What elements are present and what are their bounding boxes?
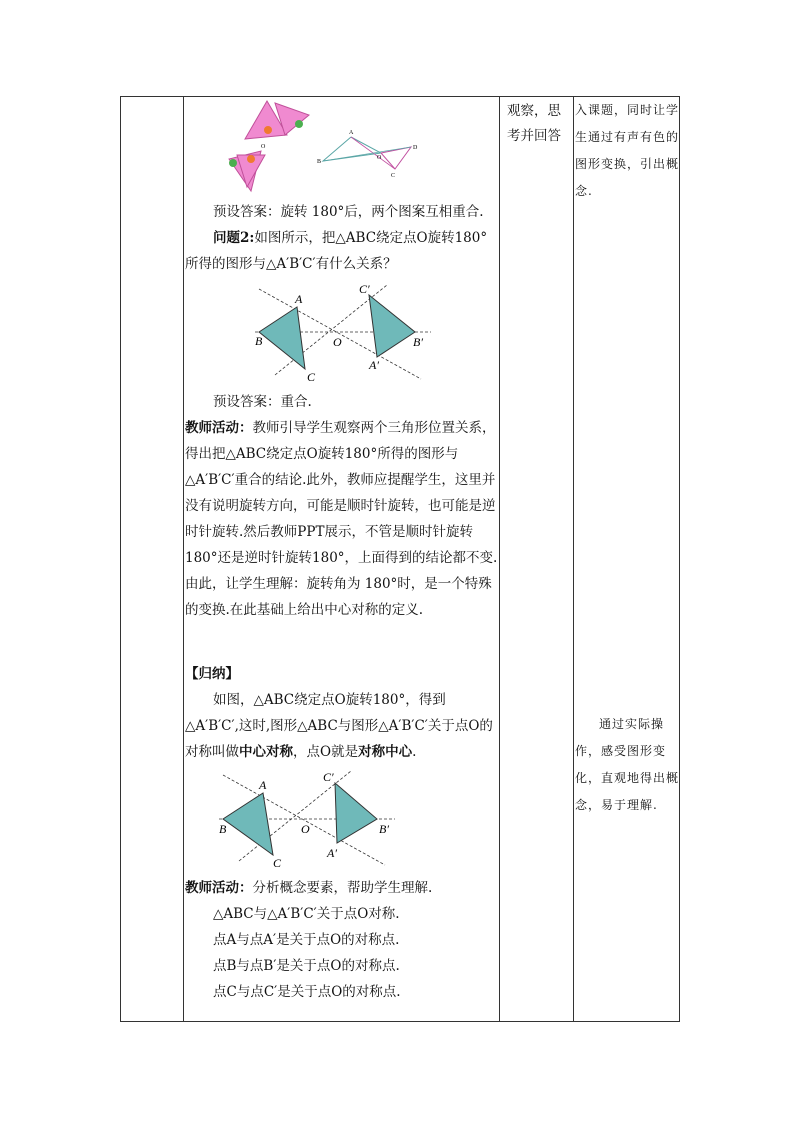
teaching-process-cell <box>185 97 499 1021</box>
activity-label: 教师活动： <box>185 420 253 436</box>
summary-text: 如图，△ABC绕定点O旋转180°，得到△A′B′C′,这时,图形△ABC与图形△A′B′C′关于点O的对称叫做 <box>185 692 493 760</box>
summary-heading: 【归纳】 <box>185 666 239 682</box>
vertex-label: C <box>273 856 282 869</box>
column-divider <box>499 97 500 1021</box>
preset-answer-2: 预设答案：重合. <box>213 394 312 410</box>
vertex-label: A′ <box>327 846 337 860</box>
design-intent-note: 通过实际操作，感受图形变化，直观地得出概念，易于理解. <box>575 717 680 812</box>
fig0-label: O <box>261 144 266 150</box>
activity-text: 分析概念要素，帮助学生理解. <box>252 880 433 896</box>
student-activity-line: 观察，思 <box>507 103 561 119</box>
fig0-label: B <box>317 159 322 165</box>
vertex-label: B <box>219 822 227 836</box>
teacher-activity <box>185 415 499 623</box>
symmetry-statement: △ABC与△A′B′C′关于点O对称. <box>213 906 400 922</box>
lesson-table <box>120 96 680 1022</box>
vertex-label: B <box>255 334 263 348</box>
pink-triangle-pattern-top <box>245 101 309 139</box>
vertex-label: B′ <box>379 822 389 836</box>
triangle-rotation-figure-2 <box>219 769 399 869</box>
student-activity-cell <box>507 99 573 149</box>
vertex-label: C′ <box>323 770 334 784</box>
fig0-label: O <box>377 155 382 161</box>
term-central-symmetry: 中心对称 <box>239 744 293 760</box>
summary-text: ，点O就是 <box>293 744 359 760</box>
thin-triangles <box>323 137 411 169</box>
center-label: O <box>301 822 310 836</box>
teacher-activity-2 <box>185 875 499 901</box>
summary-text: . <box>412 744 417 760</box>
fig0-label: D <box>413 145 418 151</box>
symmetry-statement: 点A与点A′是关于点O的对称点. <box>213 932 400 948</box>
rotation-illustration <box>215 99 455 195</box>
vertex-label: A <box>295 292 303 306</box>
symmetry-statement: 点C与点C′是关于点O的对称点. <box>213 984 401 1000</box>
term-symmetry-center: 对称中心 <box>358 744 413 760</box>
symmetry-statement: 点B与点B′是关于点O的对称点. <box>213 958 400 974</box>
fig0-label: C <box>391 173 396 179</box>
vertex-label: B′ <box>413 335 423 349</box>
activity-label: 教师活动： <box>185 880 253 896</box>
pink-triangle-pattern-bottom <box>229 151 265 191</box>
column-divider <box>573 97 574 1021</box>
vertex-label: C <box>307 370 316 383</box>
vertex-label: A′ <box>369 358 379 372</box>
question-text: 如图所示，把△ABC绕定点O旋转180°所得的图形与△A′B′C′有什么关系？ <box>185 230 488 272</box>
question-2 <box>185 225 499 277</box>
activity-text: 教师引导学生观察两个三角形位置关系，得出把△ABC绕定点O旋转180°所得的图形与△A′B′C′重合的结论.此外，教师应提醒学生，这里并没有说明旋转方向，可能是顺时针旋转，也可能是逆时针旋转.然后教师PPT展示，不管是顺时针旋转180°还是逆时针旋转180°，上面得到的结论都不变.由此，让学生理解：旋转角为 180°时，是一个特殊的变换.在此基础上给出中心对称的定义. <box>185 420 498 618</box>
question-label: 问题2: <box>213 230 255 246</box>
summary-definition <box>185 687 499 765</box>
triangle-rotation-figure-1 <box>255 283 435 383</box>
preset-answer-1: 预设答案：旋转 180°后，两个图案互相重合. <box>213 204 484 220</box>
column-divider <box>183 97 184 1021</box>
center-label: O <box>333 335 342 349</box>
vertex-label: A <box>259 778 267 792</box>
design-intent-note: 入课题，同时让学生通过有声有色的图形变换，引出概念. <box>575 103 680 198</box>
vertex-label: C′ <box>359 283 370 296</box>
fig0-label: A <box>349 130 354 136</box>
student-activity-line: 考并回答 <box>507 128 561 144</box>
